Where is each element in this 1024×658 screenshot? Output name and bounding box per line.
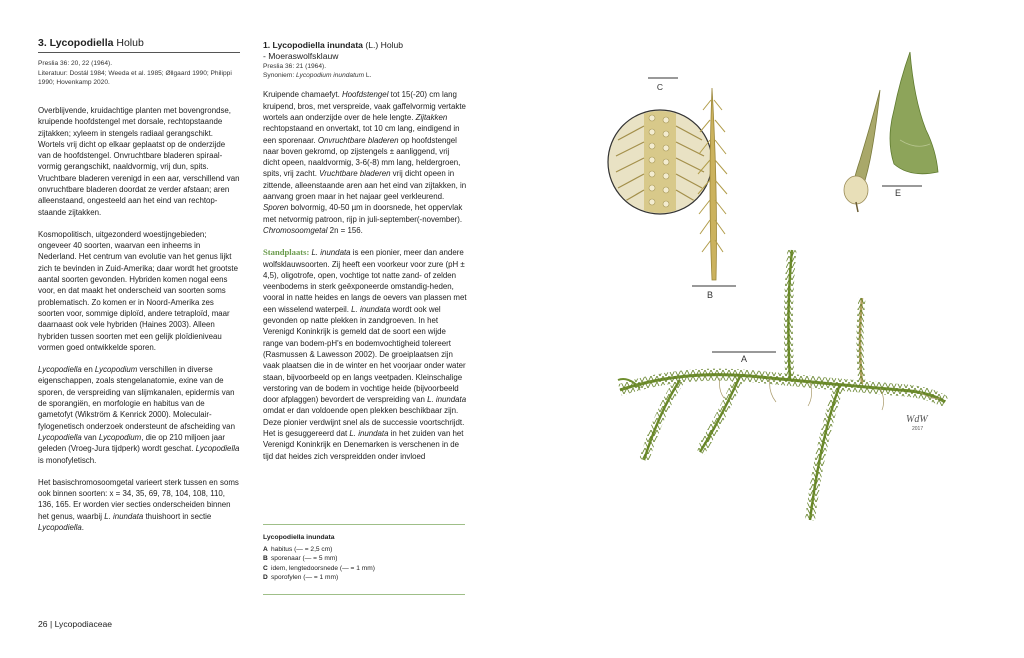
legend-row-b: B sporenaar (— = 5 mm)	[263, 555, 338, 563]
botanical-illustration	[600, 40, 1020, 600]
species-reference: Preslia 36: 21 (1964).	[263, 63, 327, 70]
genus-chromosomes: Het basischromosoomgetal varieert sterk tussen en soms ook binnen soorten: x = 34, 35, 69, 78, 104, 108, 110, 136, 165. Er worden vier secties onderscheiden binnen het genus, waarbij L. inundata thuishoort in sectie Lycopodiella.	[38, 477, 239, 532]
species-description: Kruipende chamaefyt. Hoofdstengel tot 15(-20) cm lang kruipend, bros, met verspreide, vaak gaffelvormig vertakte wortels aan onderzijde over de hele lengte. Zijtakken rechtopstaand en onvertakt, tot 10 cm lang, eindigend in een sporenaar. Onvruchtbare bladeren op hoofdstengel naar boven gekromd, op zijstengels ± aanliggend, vrij dicht opeen, naaldvormig, 3-6(-8) mm lang, heldergroen, spits, vrij zacht. Vruchtbare bladeren vrij dicht opeen in zittende, alleenstaande aren aan het eind van zijtakken, in aanvang groen maar in het najaar geel verkleurend. Sporen bolvormig, 40-50 µm in doorsnede, het oppervlak met netvormig patroon, rijp in juli-september(-november). Chromosoomgetal 2n = 156.	[263, 90, 467, 235]
page-number: 26	[38, 619, 48, 629]
habitus-a	[618, 250, 945, 520]
page-footer: 26 | Lycopodiaceae	[38, 619, 113, 629]
legend-row-c: C idem, lengtedoorsnede (— = 1 mm)	[263, 564, 375, 572]
section-detail-c	[608, 78, 712, 230]
species-common-name: - Moeraswolfsklauw	[263, 51, 339, 61]
genus-comparison: Lycopodiella en Lycopodium verschillen in diverse eigenschappen, zoals stengelanatomie, exine van de sporen, de verspreiding van slijmkanalen, epidermis van de sporangiën, en morfologie en habitus van de gametofyt (Wikström & Kenrick 2000). Moleculair-fylogenetisch onderzoek ondersteunt de afscheiding van Lycopodiella van Lycopodium, die op 210 miljoen jaar geleden (Vroeg-Jura tijdperk) wordt geschat. Lycopodiella is monofyletisch.	[38, 365, 240, 465]
species-habitat: Standplaats: L. inundata is een pionier, meer dan andere wolfsklauwsoorten. Zij heeft een voorkeur voor zure (pH ± 4,5), oligotrofe, open, vochtige tot natte zand- of zelden veenbodems in sterk geëxponeerde omstandig-heden, vooral in natte heides en langs de oevers van plassen met een wisselend waterpeil. L. inundata wordt ook wel gevonden op natte plekken in zandgroeven. In het Verenigd Koninkrijk is gemeld dat de soort een wijde range van bodem-pH's en bodemvochtigheid tolereert (Rasmussen & Lawesson 2002). De groeiplaatsen zijn vaak plaatsen die in de winter en het voorjaar onder water staan, bijvoorbeeld op en langs veetpaden. Kleinschalige verstoring van de bodem in vochtige heide (bijvoorbeeld door afplaggen) bevordert de verspreiding van L. inundata omdat er dan voldoende open plekken beschikbaar zijn. Deze pionier verdwijnt snel als de successie voortschrijdt. Het is gesuggereerd dat L. inundata in het zuiden van het Verenigd Koninkrijk en Denemarken is verschenen in de tijd dat heides zich verspreidden onder invloed	[263, 247, 467, 461]
genus-description: Overblijvende, kruidachtige planten met bovengrondse, kruipende hoofdstengel met dorsale, rechtopstaande zijtakken; xyleem in stengels radiaal gerangschikt. Wortels vrij dicht op elkaar geplaatst op de onderzijde van de hoofdstengel. Onvruchtbare bladeren spiraal-vormig gerangschikt, naaldvormig, vrij dun, spits. Vruchtbare bladeren verenigd in een aar, verschillend van onvruchtbare bladeren doordat ze verder afstaan; aren alleenstaand, ongesteeld aan het eind van rechtop-staande zijtakken.	[38, 105, 240, 217]
label-a: A	[740, 354, 748, 364]
legend-bottom-rule	[263, 594, 465, 595]
genus-literature: Literatuur: Dostál 1984; Weeda et al. 1985; Øllgaard 1990; Philippi 1990; Hovenkamp 2020.	[38, 69, 232, 86]
species-heading: 1. Lycopodiella inundata (L.) Holub	[263, 40, 404, 50]
svg-text:WdW: WdW	[906, 414, 928, 425]
genus-distribution: Kosmopolitisch, uitgezonderd woestijngebieden; ongeveer 40 soorten, waarvan een inheems in Nederland. Het centrum van evolutie van het genus lijkt zich te bevinden in Zuid-Amerika; daar wordt het grootste aantal soorten gevonden. Hybriden komen nogal eens voor, en dat maakt het onderscheid van soorten soms problematisch. Zo komen er in Noord-Amerika zes soorten voor, sommige diploïd, andere tetraploïd, maar daarnaast ook vele hybriden (Haines 2003). Alleen hybriden tussen soorten met een gelijk ploïdieniveau vormen goed ontwikkelde sporen.	[38, 229, 238, 352]
middle-column	[263, 40, 467, 473]
figure-legend	[263, 524, 465, 582]
species-synonym: Synoniem: Lycopodium inundatum L.	[263, 72, 372, 80]
label-c: C	[656, 82, 664, 92]
label-e: E	[894, 188, 902, 198]
left-column	[38, 38, 240, 544]
sporophyll-detail	[844, 52, 938, 212]
artist-signature	[906, 414, 929, 432]
genus-heading: 3. Lycopodiella Holub	[38, 37, 144, 49]
chapter-name: Lycopodiaceae	[54, 619, 113, 629]
legend-row-d: D sporofylen (— = 1 mm)	[263, 573, 339, 581]
legend-title: Lycopodiella inundata	[263, 534, 335, 541]
label-b: B	[706, 290, 714, 300]
legend-row-a: A habitus (— = 2,5 cm)	[263, 546, 333, 554]
genus-reference: Preslia 36: 20, 22 (1964).	[38, 60, 113, 68]
svg-text:2017: 2017	[912, 426, 924, 432]
heading-rule	[38, 52, 240, 53]
